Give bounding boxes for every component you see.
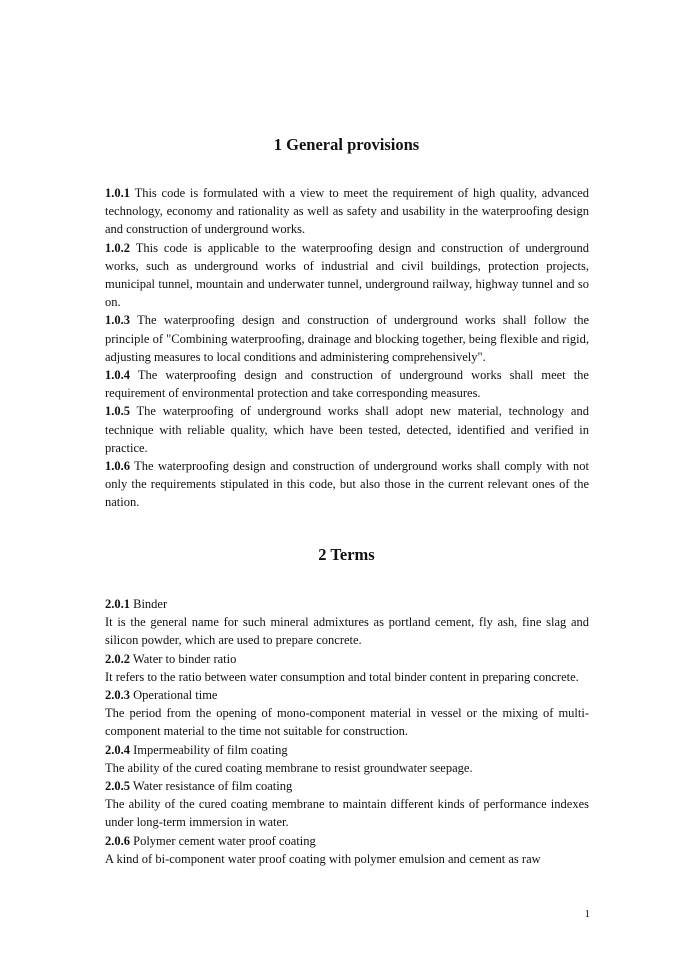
clause-1-0-3 [105,311,589,366]
clause-text: This code is applicable to the waterproofing design and construction of underground works, such as underground works of industrial and civil buildings, protection projects, municipal tunnel, mountain and underwater tunnel, underground railway, highway tunnel and so on. [105,240,590,310]
term-name: Operational time [133,688,218,703]
term-name: Water to binder ratio [132,651,237,666]
clause-text: The waterproofing design and construction of underground works shall meet the requirement of environmental protection and take corresponding measures. [105,368,589,401]
term-number: 2.0.5 [105,779,130,794]
term-name: Impermeability of film coating [133,742,288,757]
term-2-0-6-title [105,832,589,850]
clause-number: 1.0.2 [105,240,130,255]
term-2-0-5-title [105,777,589,795]
clause-1-0-1 [105,184,589,239]
term-2-0-5-definition: The ability of the cured coating membrane to maintain different kinds of performance indexes under long-term immersion in water. [105,797,589,830]
clause-number: 1.0.1 [105,186,130,200]
term-2-0-4-definition: The ability of the cured coating membrane to resist groundwater seepage. [105,760,473,775]
term-2-0-1-definition: It is the general name for such mineral admixtures as portland cement, fly ash, fine slag and silicon powder, which are used to prepare concrete. [105,615,589,648]
term-name: Polymer cement water proof coating [133,833,316,848]
term-number: 2.0.6 [105,833,130,848]
section-1-body [105,184,589,512]
term-name: Water resistance of film coating [132,779,293,794]
clause-1-0-5 [105,402,589,457]
clause-1-0-2 [105,239,589,312]
clause-text: The waterproofing design and construction of underground works shall comply with not only the requirements stipulated in this code, but also those in the current relevant ones of the nation. [105,459,589,510]
term-2-0-2-title [105,650,589,668]
term-2-0-3-definition: The period from the opening of mono-component material in vessel or the mixing of multi-component material to the time not suitable for construction. [105,706,589,739]
page-number: 1 [584,908,590,920]
clause-1-0-6 [105,457,589,512]
section-1-heading: 1 General provisions [273,135,420,154]
term-name: Binder [133,597,168,611]
term-2-0-1-title [105,595,589,613]
term-2-0-3-title [105,686,589,704]
section-2-body [105,595,589,868]
section-2-heading: 2 Terms [318,545,375,564]
clause-text: The waterproofing design and construction of underground works shall follow the principle of "Combining waterproofing, drainage and blocking together, being flexible and rigid, adjusting measures to local conditions and administering comprehensively". [105,313,589,364]
term-2-0-6-definition: A kind of bi-component water proof coating with polymer emulsion and cement as raw [105,851,541,866]
clause-text: The waterproofing of underground works shall adopt new material, technology and technique with reliable quality, which have been tested, detected, identified and verified in practice. [105,404,589,455]
clause-number: 1.0.4 [105,368,130,383]
clause-text: This code is formulated with a view to meet the requirement of high quality, advanced technology, economy and rationality as well as safety and usability in the waterproofing design and construction of underground works. [105,186,589,237]
term-2-0-2-definition: It refers to the ratio between water consumption and total binder content in preparing concrete. [105,669,579,684]
term-number: 2.0.2 [105,651,130,666]
term-number: 2.0.3 [105,688,130,703]
clause-number: 1.0.6 [105,459,130,474]
term-2-0-4-title [105,741,589,759]
clause-number: 1.0.3 [105,313,130,328]
term-number: 2.0.4 [105,742,130,757]
term-number: 2.0.1 [105,597,130,611]
clause-number: 1.0.5 [105,404,130,419]
clause-1-0-4 [105,366,589,402]
